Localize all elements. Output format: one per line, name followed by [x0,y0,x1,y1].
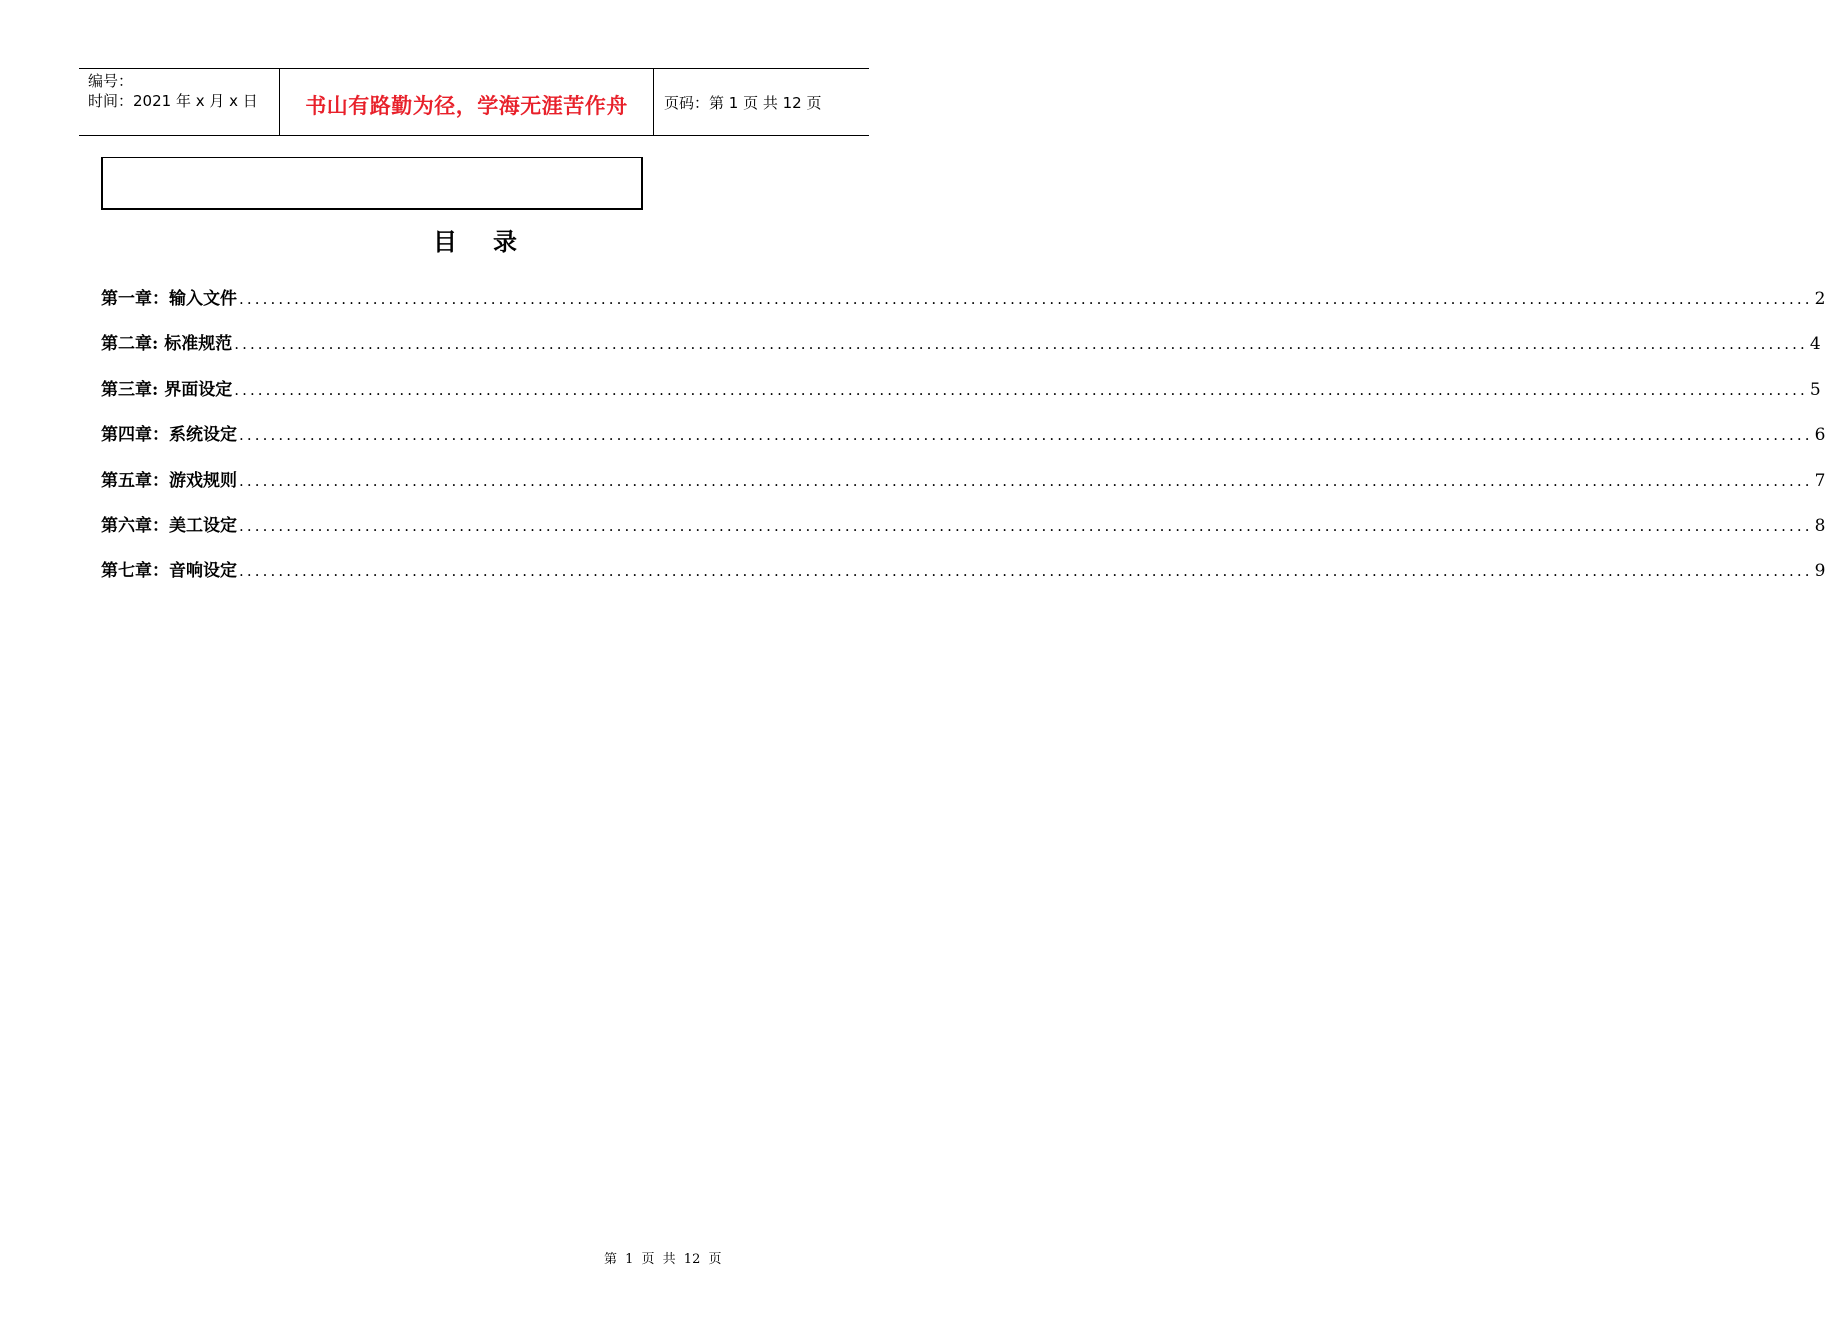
header-meta-cell [79,69,280,135]
toc-page-number: 4 [1809,334,1821,355]
toc-entry-label [101,284,237,309]
toc-entry-label [101,556,237,581]
toc-dot-leader: ........................................................................................................................................................................................................ [239,471,1813,490]
toc-chapter: 第三章: [101,379,165,400]
toc-chapter: 第二章: [101,334,165,355]
toc-dot-leader: ........................................................................................................................................................................................................ [239,290,1813,308]
toc-dot-leader: ........................................................................................................................................................................................................ [239,562,1813,581]
toc-entry-title: 界面设定 [164,379,233,400]
toc-chapter: 第五章： [101,470,169,491]
toc-dot-leader: ........................................................................................................................................................................................................ [239,426,1813,445]
toc-entry[interactable] [101,511,1825,556]
header-motto-cell [280,69,654,135]
table-of-contents [101,284,1825,602]
header-motto: 书山有路勤为径，学海无涯苦作舟 [305,94,628,118]
toc-chapter: 第七章： [101,561,169,582]
toc-title: 目录 [433,228,553,256]
document-date-label: 时间：2021 年 x 月 x 日 [88,92,258,110]
toc-entry-label [101,329,232,354]
toc-entry[interactable] [101,420,1825,465]
toc-entry-label [101,466,237,491]
toc-dot-leader: ........................................................................................................................................................................................................ [239,516,1813,535]
toc-page-number: 7 [1814,470,1825,491]
toc-entry[interactable] [101,556,1825,601]
toc-entry[interactable] [101,284,1825,329]
toc-entry-label [101,420,237,445]
toc-entry-title: 音响设定 [169,561,237,582]
toc-entry[interactable] [101,375,1821,420]
toc-dot-leader: ........................................................................................................................................................................................................ [234,335,1808,354]
toc-entry-title: 游戏规则 [169,470,237,491]
toc-dot-leader: ........................................................................................................................................................................................................ [234,380,1808,399]
toc-page-number: 2 [1814,289,1825,309]
toc-page-number: 8 [1814,515,1825,536]
toc-page-number: 6 [1814,425,1825,446]
toc-entry-title: 标准规范 [164,334,233,355]
page-footer: 第 1 页 共 12 页 [604,1252,722,1267]
toc-chapter: 第六章： [101,515,169,536]
toc-entry-label [101,511,237,536]
toc-chapter: 第一章： [101,289,169,309]
document-number-label: 编号： [88,72,134,90]
toc-entry-title: 系统设定 [169,425,237,446]
toc-page-number: 5 [1809,379,1821,400]
toc-entry[interactable] [101,329,1821,374]
page-header [79,68,869,136]
toc-page-number: 9 [1814,561,1825,582]
toc-chapter: 第四章： [101,425,169,446]
toc-entry-title: 美工设定 [169,515,237,536]
empty-title-box [101,157,643,210]
toc-entry-title: 输入文件 [169,289,237,309]
header-page-cell [654,69,869,135]
header-page-info: 页码：第 1 页 共 12 页 [664,93,822,112]
toc-entry[interactable] [101,466,1825,511]
toc-entry-label [101,375,232,400]
